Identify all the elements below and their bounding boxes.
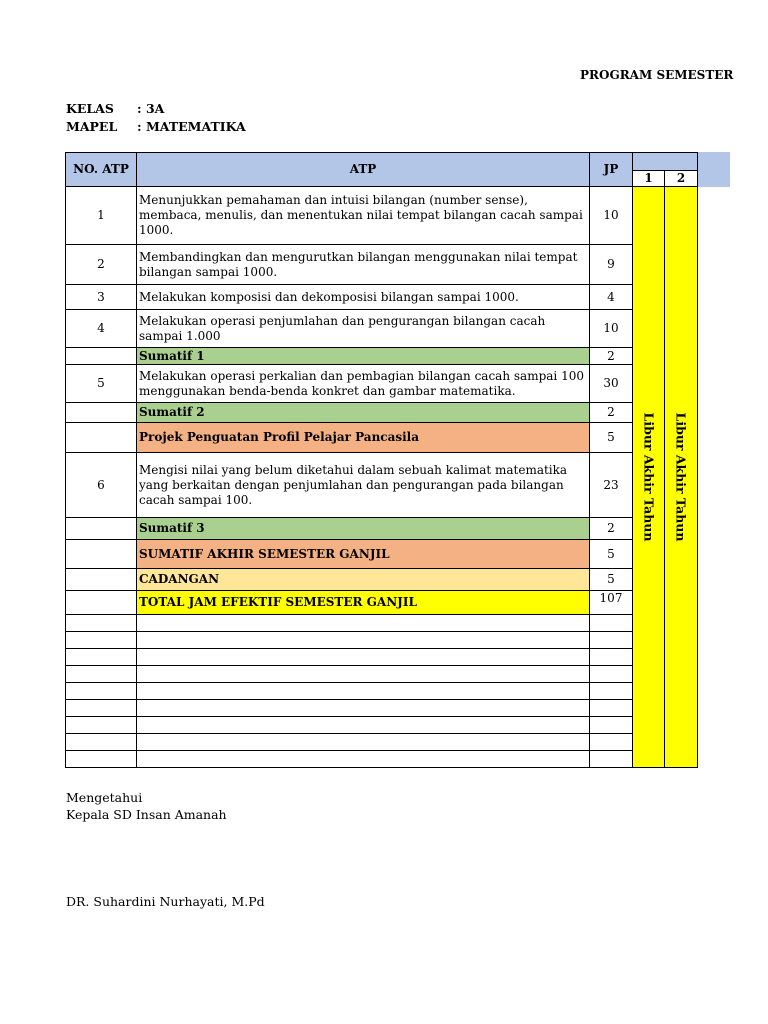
empty-row — [66, 751, 698, 768]
table-row — [66, 245, 698, 285]
jp-value: 23 — [590, 453, 633, 518]
col-header-no: NO. ATP — [66, 153, 137, 187]
header-extension — [697, 152, 730, 187]
table-row — [66, 518, 698, 540]
jp-total-value: 107 — [590, 591, 633, 615]
empty-row — [66, 632, 698, 649]
sumatif-label: Sumatif 3 — [137, 518, 590, 540]
table-row — [66, 540, 698, 569]
atp-text: Melakukan komposisi dan dekomposisi bilangan sampai 1000. — [137, 285, 590, 310]
table-row — [66, 285, 698, 310]
sumatif-label: Sumatif 2 — [137, 403, 590, 423]
table-row — [66, 569, 698, 591]
atp-number — [66, 423, 137, 453]
atp-text: Mengisi nilai yang belum diketahui dalam sebuah kalimat matematika yang berkaitan dengan penjumlahan dan pengurangan pada bilangan cacah sampai 100. — [137, 453, 590, 518]
atp-number — [66, 518, 137, 540]
holiday-column-1 — [633, 187, 665, 768]
jp-value: 10 — [590, 310, 633, 348]
table-row — [66, 310, 698, 348]
jp-value: 2 — [590, 348, 633, 365]
col-header-atp: ATP — [137, 153, 590, 187]
week-number: 2 — [665, 171, 698, 187]
atp-number — [66, 569, 137, 591]
jp-value: 5 — [590, 569, 633, 591]
mapel-value: : MATEMATIKA — [137, 119, 246, 134]
atp-number: 3 — [66, 285, 137, 310]
empty-row — [66, 615, 698, 632]
cadangan-label: CADANGAN — [137, 569, 590, 591]
jp-value: 2 — [590, 403, 633, 423]
program-semester-table — [65, 152, 698, 768]
atp-text: Melakukan operasi penjumlahan dan pengurangan bilangan cacah sampai 1.000 — [137, 310, 590, 348]
table-row — [66, 348, 698, 365]
week-number: 1 — [633, 171, 665, 187]
kelas-value: : 3A — [137, 101, 165, 116]
col-header-jp: JP — [590, 153, 633, 187]
holiday-label: Libur Akhir Tahun — [641, 412, 656, 542]
jp-value: 30 — [590, 365, 633, 403]
mapel-label: MAPEL — [66, 119, 118, 134]
week-header — [633, 153, 698, 171]
table-row — [66, 453, 698, 518]
atp-number — [66, 348, 137, 365]
total-label: TOTAL JAM EFEKTIF SEMESTER GANJIL — [137, 591, 590, 615]
table-row — [66, 423, 698, 453]
atp-number: 5 — [66, 365, 137, 403]
table-row — [66, 365, 698, 403]
atp-number: 6 — [66, 453, 137, 518]
jp-value: 9 — [590, 245, 633, 285]
atp-text: Melakukan operasi perkalian dan pembagian bilangan cacah sampai 100 menggunakan benda-benda konkret dan gambar matematika. — [137, 365, 590, 403]
table-row — [66, 403, 698, 423]
atp-text: Membandingkan dan mengurutkan bilangan menggunakan nilai tempat bilangan sampai 1000. — [137, 245, 590, 285]
atp-number: 1 — [66, 187, 137, 245]
atp-number: 4 — [66, 310, 137, 348]
empty-row — [66, 649, 698, 666]
atp-text: Menunjukkan pemahaman dan intuisi bilangan (number sense), membaca, menulis, dan menentukan nilai tempat bilangan cacah sampai 1000. — [137, 187, 590, 245]
empty-row — [66, 717, 698, 734]
signature-acknowledge: Mengetahui — [66, 790, 143, 805]
empty-row — [66, 700, 698, 717]
sas-label: SUMATIF AKHIR SEMESTER GANJIL — [137, 540, 590, 569]
empty-row — [66, 734, 698, 751]
jp-value: 5 — [590, 423, 633, 453]
table-row — [66, 187, 698, 245]
jp-value: 2 — [590, 518, 633, 540]
page-title: PROGRAM SEMESTER — [580, 68, 734, 82]
sumatif-label: Sumatif 1 — [137, 348, 590, 365]
signature-position: Kepala SD Insan Amanah — [66, 807, 227, 822]
atp-number — [66, 540, 137, 569]
holiday-column-2 — [665, 187, 698, 768]
empty-row — [66, 683, 698, 700]
atp-number — [66, 591, 137, 615]
atp-number — [66, 403, 137, 423]
empty-row — [66, 666, 698, 683]
kelas-label: KELAS — [66, 101, 114, 116]
jp-value: 4 — [590, 285, 633, 310]
projek-label: Projek Penguatan Profil Pelajar Pancasila — [137, 423, 590, 453]
holiday-label: Libur Akhir Tahun — [673, 412, 689, 542]
signature-name: DR. Suhardini Nurhayati, M.Pd — [66, 894, 265, 909]
atp-number: 2 — [66, 245, 137, 285]
table-row — [66, 591, 698, 615]
jp-value: 10 — [590, 187, 633, 245]
jp-value: 5 — [590, 540, 633, 569]
